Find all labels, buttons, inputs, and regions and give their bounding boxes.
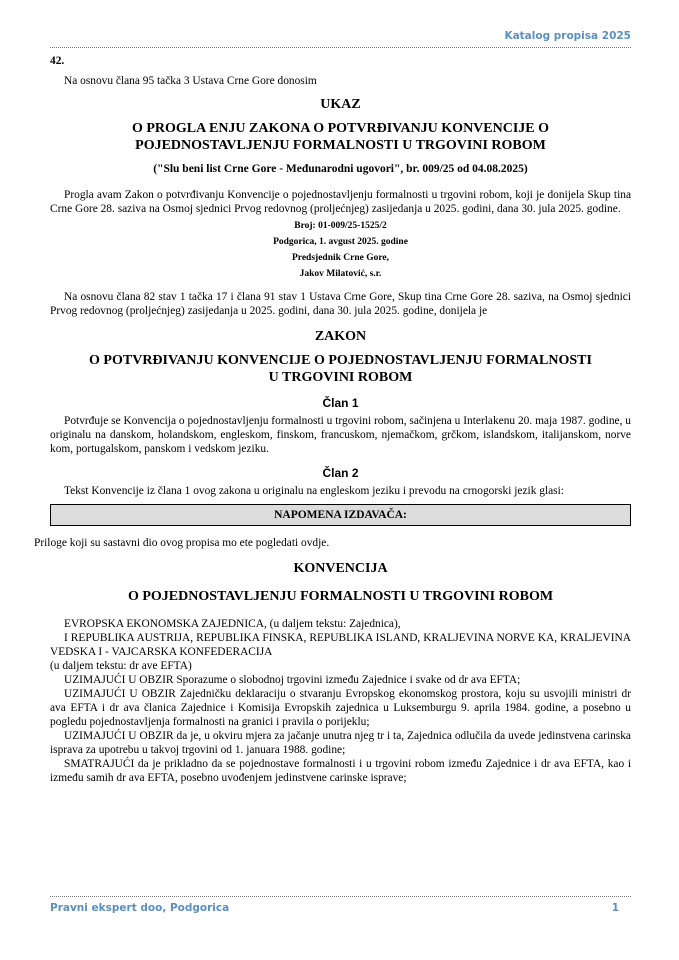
publisher-name: Pravni ekspert doo, Podgorica (50, 902, 230, 914)
article-1-heading: Član 1 (322, 396, 359, 410)
preamble-party-2: I REPUBLIKA AUSTRIJA, REPUBLIKA FINSKA, REPUBLIKA ISLAND, KRALJEVINA NORVE KA, KRALJEVINA VEDSKA I - VAJCARSKA KONFEDERACIJA (50, 632, 631, 658)
document-body (34, 50, 631, 785)
article-2-text: Tekst Konvencije iz člana 1 ovog zakona u originalu na engleskom jeziku i prevodu na crnogorski jezik glasi: (64, 485, 564, 497)
preamble-clause-4: SMATRAJUĆI da je prikladno da se pojednostave formalnosti i u trgovini robom između Zajednice i dr ava EFTA, kao i između samih dr ava EFTA, posebno uvođenjem jedinstvene carinske isprave; (50, 758, 631, 784)
page-number: 1 (611, 902, 619, 914)
preamble-party-1: EVROPSKA EKONOMSKA ZAJEDNICA, (u daljem tekstu: Zajednica), (64, 618, 401, 630)
document-number: 42. (50, 55, 65, 67)
president-title: Predsjednik Crne Gore, (291, 253, 390, 263)
decree-number: Broj: 01-009/25-1525/2 (294, 221, 387, 231)
publisher-note-box: NAPOMENA IZDAVAČA: (50, 504, 631, 526)
preamble-clause-1: UZIMAJUĆI U OBZIR Sporazume o slobodnoj trgovini između Zajednice i svake od dr ava EFTA; (64, 674, 521, 686)
konvencija-title: O POJEDNOSTAVLJENJU FORMALNOSTI U TRGOVINI ROBOM (127, 589, 554, 604)
ukaz-heading: UKAZ (320, 97, 361, 112)
place-date: Podgorica, 1. avgust 2025. godine (273, 237, 408, 247)
article-2-heading: Član 2 (322, 466, 359, 480)
president-name: Jakov Milatović, s.r. (299, 269, 382, 279)
konvencija-heading: KONVENCIJA (293, 561, 388, 576)
gazette-reference: ("Slu beni list Crne Gore - Međunarodni ugovori", br. 009/25 od 04.08.2025) (153, 163, 528, 175)
page-header (50, 29, 631, 48)
ukaz-title-line1: O PROGLA ENJU ZAKONA O POTVRĐIVANJU KONVENCIJE O (131, 121, 550, 136)
article-1-text: Potvrđuje se Konvencija o pojednostavljenju formalnosti u trgovini robom, sačinjena u Interlakenu 20. maja 1987. godine, u originalu na danskom, holandskom, engleskom, finskom, francuskom, njemačkom, grčkom, islandskom, italijanskom, norve kom, portugalskom, panskom i vedskom jeziku. (50, 415, 631, 455)
preamble-clause-3: UZIMAJUĆI U OBZIR da je, u okviru mjera za jačanje unutra njeg tr i ta, Zajednica odlučila da uvede jedinstvena carinska isprava za upotrebu u takvoj trgovini od 1. januara 1988. godine; (50, 730, 631, 756)
law-title-line2: U TRGOVINI ROBOM (268, 370, 413, 385)
law-title (50, 352, 631, 386)
catalog-title: Katalog propisa 2025 (504, 30, 631, 42)
page-footer (50, 896, 631, 915)
intro-text: Na osnovu člana 95 tačka 3 Ustava Crne Gore donosim (64, 75, 317, 87)
preamble-efta-definition: (u daljem tekstu: dr ave EFTA) (50, 660, 192, 672)
zakon-heading: ZAKON (314, 329, 367, 344)
publisher-note-link[interactable]: Priloge koji su sastavni dio ovog propisa mo ete pogledati ovdje. (34, 537, 330, 549)
preamble-clause-2: UZIMAJUĆI U OBZIR Zajedničku deklaraciju o stvaranju Evropskog ekonomskog prostora, koju su usvojili ministri dr ava EFTA i dr ava članica Zajednice i Komisija Evropskih zajednica u Luksemburgu 9. aprila 1984. godine, a posebno u pogledu pojednostavljenja formalnosti na granici i pravila o porijeklu; (50, 688, 631, 728)
ukaz-title (50, 120, 631, 154)
legal-basis-text: Na osnovu člana 82 stav 1 tačka 17 i člana 91 stav 1 Ustava Crne Gore, Skup tina Crne Gore 28. saziva, na Osmoj sjednici Prvog redovnog (proljećnjeg) zasijedanja u 2025. godini, dana 30. jula 2025. godine, donijela je (50, 291, 631, 317)
law-title-line1: O POTVRĐIVANJU KONVENCIJE O POJEDNOSTAVLJENJU FORMALNOSTI (89, 353, 592, 368)
ukaz-title-line2: POJEDNOSTAVLJENJU FORMALNOSTI U TRGOVINI ROBOM (135, 138, 546, 153)
proclamation-text: Progla avam Zakon o potvrđivanju Konvencije o pojednostavljenju formalnosti u trgovini robom, koji je donijela Skup tina Crne Gore 28. saziva na Osmoj sjednici Prvog redovnog (proljećnjeg) zasijedanja u 2025. godini, dana 30. jula 2025. godine. (50, 189, 631, 215)
